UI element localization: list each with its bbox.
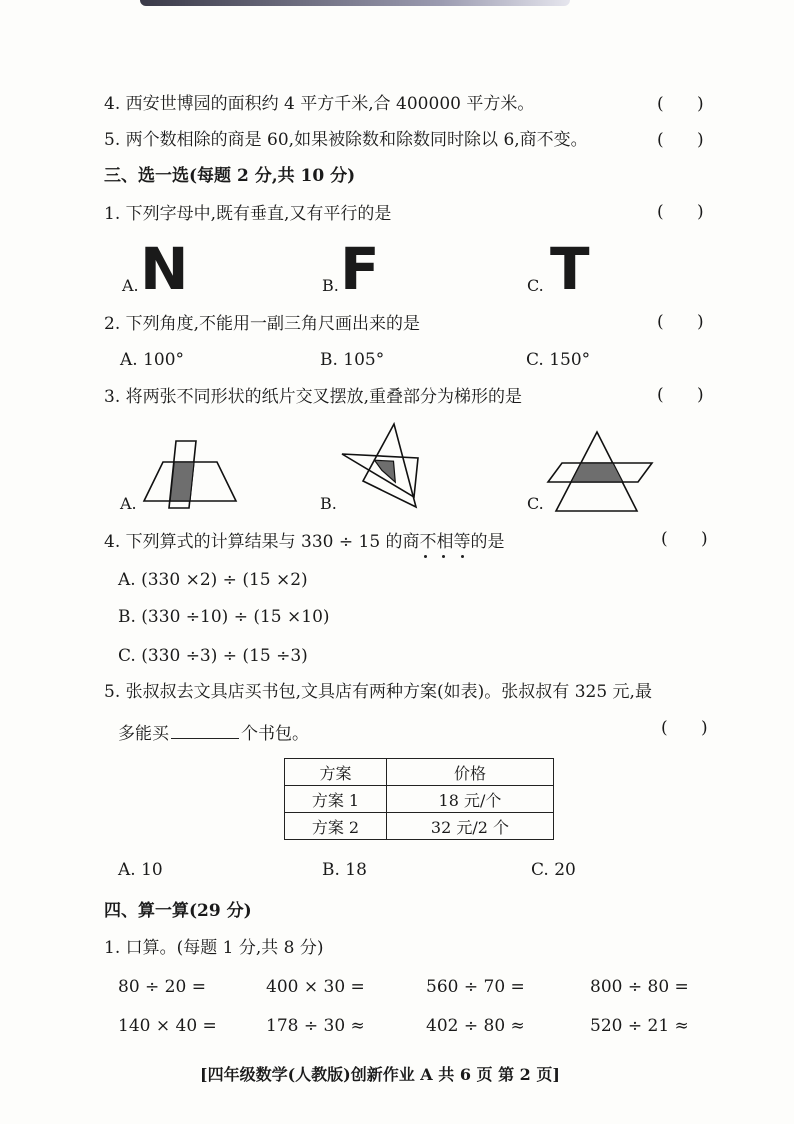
emphasis-dot: [461, 555, 464, 558]
option-2b[interactable]: B. 105°: [320, 350, 385, 370]
table-cell: 32 元/2 个: [386, 813, 553, 840]
answer-blank[interactable]: [171, 722, 239, 739]
choice-answer-5-paren[interactable]: ( ): [661, 718, 722, 738]
table-header-cell: 方案: [285, 759, 387, 786]
table-row: [285, 786, 554, 813]
option-5b[interactable]: B. 18: [322, 860, 367, 880]
choice-question-5-line2: [118, 722, 309, 744]
calc-question-1: 1. 口算。(每题 1 分,共 8 分): [104, 938, 324, 958]
scan-top-edge: [140, 0, 570, 6]
oral-calc-item[interactable]: 80 ÷ 20 =: [118, 977, 206, 997]
table-header-row: [285, 759, 554, 786]
oral-calc-item[interactable]: 560 ÷ 70 =: [426, 977, 525, 997]
choice-question-1: 1. 下列字母中,既有垂直,又有平行的是: [104, 204, 392, 224]
judge-answer-5-paren[interactable]: ( ): [657, 130, 718, 150]
judge-question-4: 4. 西安世博园的面积约 4 平方千米,合 400000 平方米。: [104, 94, 535, 114]
emphasis-dot: [424, 555, 427, 558]
option-1a-label[interactable]: A.: [122, 276, 139, 295]
choice-answer-4-paren[interactable]: ( ): [661, 529, 722, 549]
option-3c-label[interactable]: C.: [527, 494, 544, 513]
question-5-text-before-blank: 多能买: [118, 724, 169, 744]
option-5a[interactable]: A. 10: [118, 860, 163, 880]
section-4-title: 四、算一算(29 分): [104, 901, 252, 921]
option-3b-label[interactable]: B.: [320, 494, 337, 513]
table-cell: 方案 2: [285, 813, 387, 840]
option-4b[interactable]: B. (330 ÷10) ÷ (15 ×10): [118, 607, 330, 627]
oral-calc-item[interactable]: 800 ÷ 80 =: [590, 977, 689, 997]
section-3-title: 三、选一选(每题 2 分,共 10 分): [104, 166, 356, 186]
price-plan-table: [284, 758, 554, 840]
judge-question-5: 5. 两个数相除的商是 60,如果被除数和除数同时除以 6,商不变。: [104, 130, 588, 150]
choice-question-3: 3. 将两张不同形状的纸片交叉摆放,重叠部分为梯形的是: [104, 387, 523, 407]
page-footer: [四年级数学(人教版)创新作业 A 共 6 页 第 2 页]: [200, 1065, 560, 1084]
oral-calc-item[interactable]: 520 ÷ 21 ≈: [590, 1016, 689, 1036]
table-header-cell: 价格: [386, 759, 553, 786]
emphasis-dot: [442, 555, 445, 558]
oral-calc-item[interactable]: 400 × 30 =: [266, 977, 365, 997]
choice-answer-2-paren[interactable]: ( ): [657, 312, 718, 332]
figure-3c-triangle-band-overlap: [548, 430, 652, 512]
oral-calc-item[interactable]: 178 ÷ 30 ≈: [266, 1016, 365, 1036]
choice-answer-3-paren[interactable]: ( ): [657, 385, 718, 405]
option-5c[interactable]: C. 20: [531, 860, 576, 880]
choice-question-5-line1: 5. 张叔叔去文具店买书包,文具店有两种方案(如表)。张叔叔有 325 元,最: [104, 682, 652, 702]
option-4c[interactable]: C. (330 ÷3) ÷ (15 ÷3): [118, 646, 308, 666]
option-2c[interactable]: C. 150°: [526, 350, 591, 370]
choice-question-4: 4. 下列算式的计算结果与 330 ÷ 15 的商不相等的是: [104, 532, 505, 552]
judge-answer-4-paren[interactable]: ( ): [657, 94, 718, 114]
option-1b-label[interactable]: B.: [322, 276, 339, 295]
table-cell: 方案 1: [285, 786, 387, 813]
table-row: [285, 813, 554, 840]
letter-n: N: [140, 235, 189, 303]
letter-t: T: [550, 235, 590, 303]
choice-question-2: 2. 下列角度,不能用一副三角尺画出来的是: [104, 314, 421, 334]
option-3a-label[interactable]: A.: [120, 494, 137, 513]
question-5-text-after-blank: 个书包。: [241, 724, 309, 744]
choice-answer-1-paren[interactable]: ( ): [657, 202, 718, 222]
option-4a[interactable]: A. (330 ×2) ÷ (15 ×2): [118, 570, 308, 590]
table-cell: 18 元/个: [386, 786, 553, 813]
figure-3b-triangles-overlap: [342, 424, 422, 508]
figure-3a-trapezoid-overlap: [140, 440, 240, 510]
oral-calc-item[interactable]: 402 ÷ 80 ≈: [426, 1016, 525, 1036]
letter-f: F: [340, 235, 380, 303]
oral-calc-item[interactable]: 140 × 40 =: [118, 1016, 217, 1036]
option-2a[interactable]: A. 100°: [120, 350, 185, 370]
option-1c-label[interactable]: C.: [527, 276, 544, 295]
